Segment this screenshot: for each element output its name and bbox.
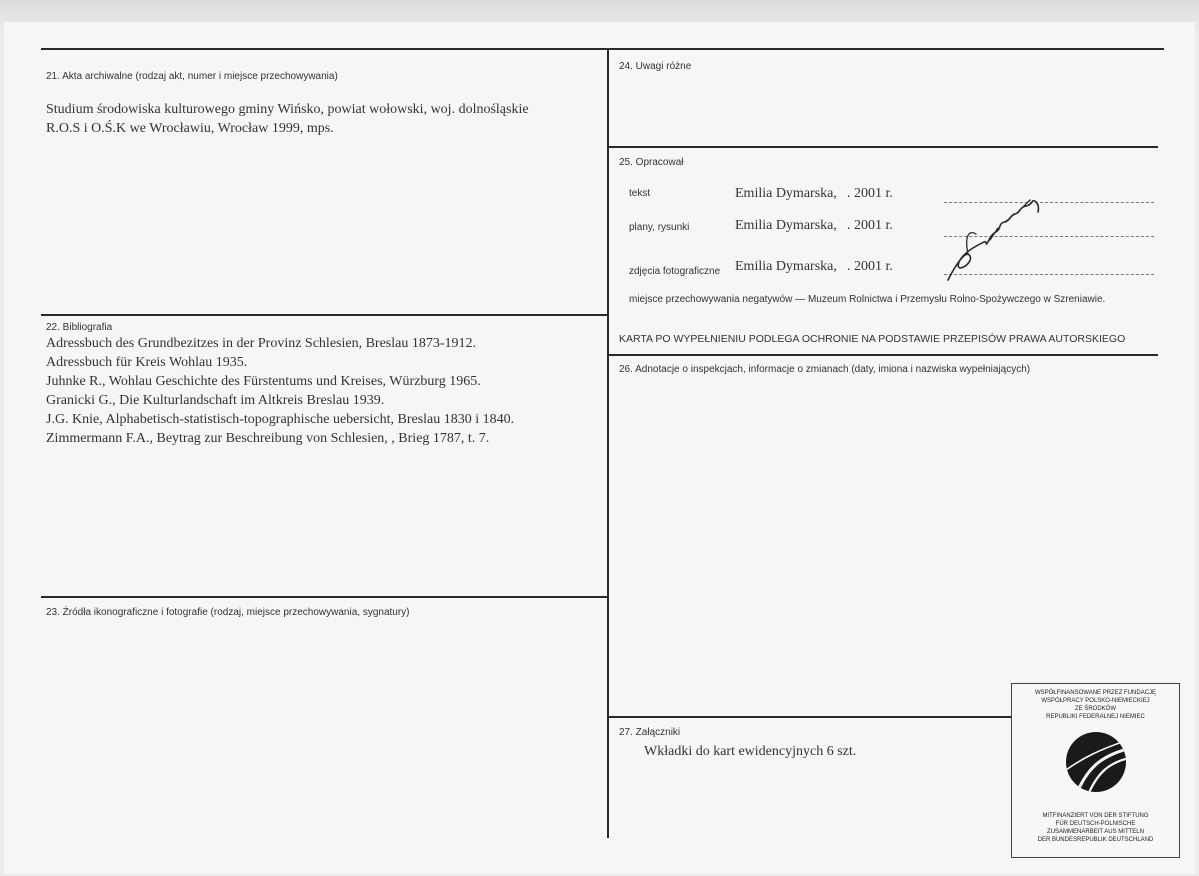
handwritten-signature-icon (940, 194, 1050, 284)
archive-line: R.O.S i O.Ś.K we Wrocławiu, Wrocław 1999, mps. (46, 121, 334, 136)
row-label-photos: zdjęcia fotograficzne (629, 266, 721, 277)
section-26-heading: 26. Adnotacje o inspekcjach, informacje o zmianach (daty, imiona i nazwiska wypełniających) (619, 364, 1031, 375)
rule-26-27 (608, 716, 1015, 718)
logo-bottom-text (1012, 812, 1179, 844)
foundation-logo-box (1011, 683, 1180, 858)
row-label-text: tekst (629, 188, 651, 199)
logo-line: MITFINANZIERT VON DER STIFTUNG (1042, 813, 1149, 819)
bibliography-item: Adressbuch für Kreis Wohlau 1935. (46, 355, 248, 370)
row-author-plans: Emilia Dymarska, (735, 218, 837, 233)
bibliography-item: Adressbuch des Grundbezitzes in der Provinz Schlesien, Breslau 1873-1912. (46, 336, 477, 351)
logo-line: FÜR DEUTSCH-POLNISCHE (1055, 821, 1136, 827)
rule-24-25 (608, 146, 1158, 148)
row-author-photos: Emilia Dymarska, (735, 259, 837, 274)
bibliography-item: J.G. Knie, Alphabetisch-statistisch-topographische uebersicht, Breslau 1830 i 1840. (46, 412, 515, 427)
bibliography-item: Zimmermann F.A., Beytrag zur Beschreibung von Schlesien, , Brieg 1787, t. 7. (46, 431, 490, 446)
section-23-heading: 23. Źródła ikonograficzne i fotografie (rodzaj, miejsce przechowywania, sygnatury) (46, 607, 410, 618)
row-date-text: . 2001 r. (847, 186, 893, 201)
bibliography-list (46, 334, 514, 448)
rule-25-26 (608, 354, 1158, 356)
row-date-plans: . 2001 r. (847, 218, 893, 233)
logo-line: WSPÓŁPRACY POLSKO-NIEMIECKIEJ (1041, 698, 1150, 704)
logo-line: ZUSAMMENARBEIT AUS MITTELN (1047, 829, 1144, 835)
bibliography-item: Granicki G., Die Kulturlandschaft im Altkreis Breslau 1939. (46, 393, 385, 408)
section-25-heading: 25. Opracował (619, 157, 684, 168)
row-date-photos: . 2001 r. (847, 259, 893, 274)
row-label-plans: plany, rysunki (629, 222, 690, 233)
logo-line: WSPÓŁFINANSOWANE PRZEZ FUNDACJĘ (1034, 690, 1157, 696)
section-27-heading: 27. Załączniki (619, 727, 681, 738)
archive-line: Studium środowiska kulturowego gminy Wińsko, powiat wołowski, woj. dolnośląskie (46, 102, 529, 117)
top-rule (41, 48, 1164, 50)
column-divider (607, 48, 609, 838)
negatives-storage-note: miejsce przechowywania negatywów — Muzeum Rolnictwa i Przemysłu Rolno-Spożywczego w Szreniawie. (629, 294, 1106, 305)
copyright-notice: KARTA PO WYPEŁNIENIU PODLEGA OCHRONIE NA PODSTAWIE PRZEPISÓW PRAWA AUTORSKIEGO (619, 333, 1126, 345)
foundation-logo-icon (1065, 731, 1127, 793)
logo-line: DER BUNDESREPUBLIK DEUTSCHLAND (1037, 837, 1154, 843)
section-22-heading: 22. Bibliografia (46, 322, 113, 333)
row-author-text: Emilia Dymarska, (735, 186, 837, 201)
attachments-text: Wkładki do kart ewidencyjnych 6 szt. (644, 744, 857, 759)
logo-line: ZE ŚRODKÓW (1074, 706, 1116, 712)
section-21-content (46, 100, 529, 138)
rule-21-22 (41, 314, 608, 316)
rule-22-23 (41, 596, 608, 598)
section-24-heading: 24. Uwagi różne (619, 61, 692, 72)
logo-top-text (1012, 689, 1179, 721)
section-21-heading: 21. Akta archiwalne (rodzaj akt, numer i miejsce przechowywania) (46, 71, 338, 82)
bibliography-item: Juhnke R., Wohlau Geschichte des Fürstentums und Kreises, Würzburg 1965. (46, 374, 481, 389)
logo-line: REPUBLIKI FEDERALNEJ NIEMIEC (1046, 714, 1145, 720)
